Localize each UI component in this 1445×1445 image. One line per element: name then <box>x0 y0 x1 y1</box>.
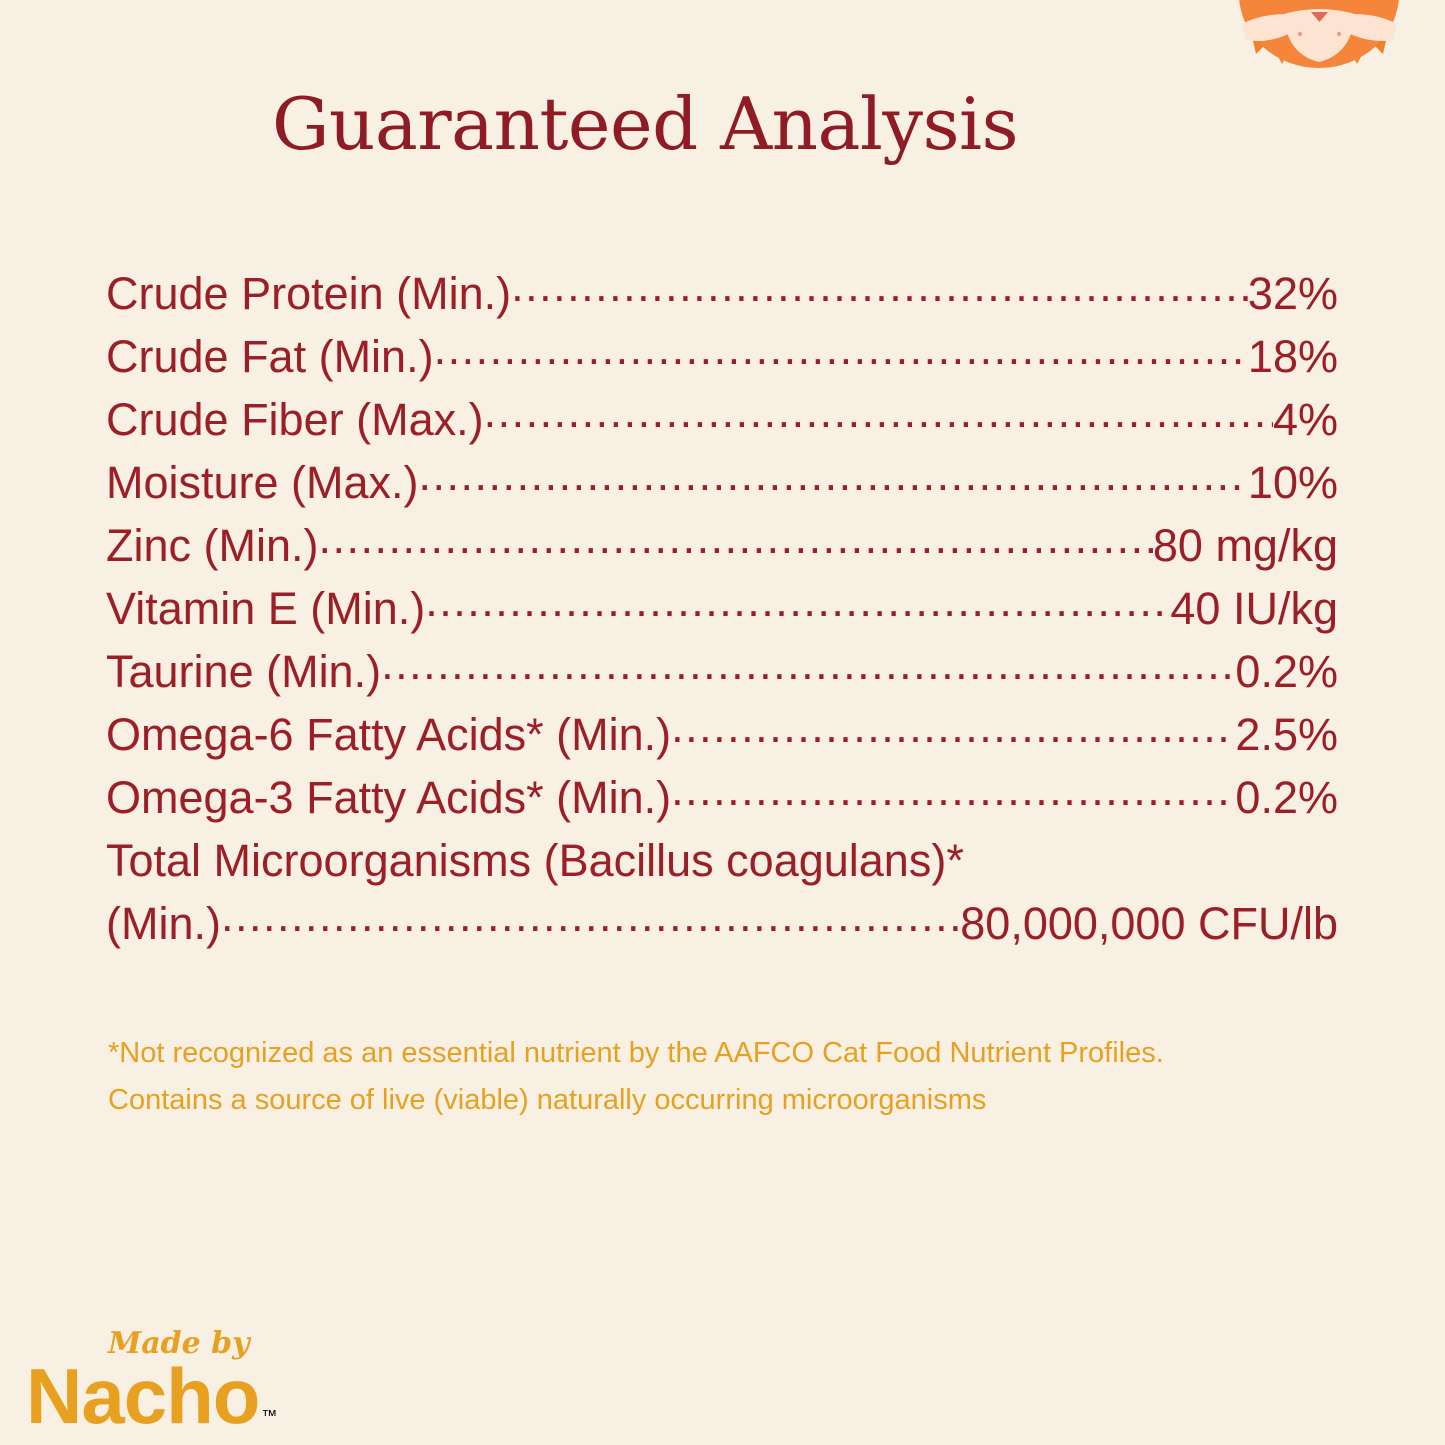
page-title: Guaranteed Analysis <box>271 82 1019 166</box>
leader-dots <box>484 390 1273 435</box>
leader-dots <box>425 579 1170 624</box>
logo-brand-text: Nacho <box>26 1351 260 1440</box>
nutrient-label: Vitamin E (Min.) <box>106 583 426 634</box>
leader-dots <box>419 453 1248 498</box>
footnote <box>108 1030 1348 1124</box>
nutrient-value: 10% <box>1247 457 1338 508</box>
analysis-row <box>106 640 1338 703</box>
logo-brand-wrap <box>26 1351 356 1440</box>
nutrient-value: 32% <box>1247 268 1338 319</box>
analysis-row <box>106 766 1338 829</box>
nutrient-label: Crude Protein (Min.) <box>106 268 512 319</box>
analysis-row <box>106 703 1338 766</box>
nutrient-value: 0.2% <box>1235 772 1338 823</box>
analysis-row-continuation <box>106 892 1338 955</box>
footnote-line-2: Contains a source of live (viable) naturally occurring microorganisms <box>108 1084 987 1116</box>
footnote-line-1: *Not recognized as an essential nutrient by the AAFCO Cat Food Nutrient Profiles. <box>108 1037 1164 1069</box>
analysis-row <box>106 577 1338 640</box>
nutrient-value: 40 IU/kg <box>1170 583 1338 634</box>
nutrient-value: 80,000,000 CFU/lb <box>960 898 1338 949</box>
nutrient-value: 80 mg/kg <box>1152 520 1338 571</box>
nutrient-label-line1: Total Microorganisms (Bacillus coagulans)* <box>106 835 964 886</box>
analysis-row-microorganisms <box>106 829 1338 955</box>
nutrient-value: 4% <box>1272 394 1338 445</box>
leader-dots <box>671 768 1235 813</box>
nutrient-label: Moisture (Max.) <box>106 457 419 508</box>
guaranteed-analysis-list <box>106 262 1338 955</box>
analysis-row <box>106 262 1338 325</box>
leader-dots <box>319 516 1153 561</box>
logo-made-by-text: Made by <box>108 1325 250 1361</box>
analysis-row <box>106 388 1338 451</box>
analysis-row <box>106 325 1338 388</box>
leader-dots <box>221 894 960 939</box>
analysis-row <box>106 514 1338 577</box>
leader-dots <box>434 327 1248 372</box>
nutrient-label: Crude Fiber (Max.) <box>106 394 484 445</box>
nutrient-label: Zinc (Min.) <box>106 520 319 571</box>
nutrient-value: 0.2% <box>1235 646 1338 697</box>
nutrient-value: 2.5% <box>1235 709 1338 760</box>
nutrient-label: Omega-3 Fatty Acids* (Min.) <box>106 772 672 823</box>
logo-trademark: ™ <box>261 1407 278 1425</box>
nutrient-label-line2: (Min.) <box>106 898 221 949</box>
nutrient-value: 18% <box>1247 331 1338 382</box>
analysis-row <box>106 451 1338 514</box>
leader-dots <box>671 705 1235 750</box>
leader-dots <box>381 642 1235 687</box>
nutrient-label: Taurine (Min.) <box>106 646 382 697</box>
brand-logo <box>26 1325 356 1440</box>
nutrient-label: Crude Fat (Min.) <box>106 331 434 382</box>
leader-dots <box>511 264 1248 309</box>
nutrient-label: Omega-6 Fatty Acids* (Min.) <box>106 709 672 760</box>
